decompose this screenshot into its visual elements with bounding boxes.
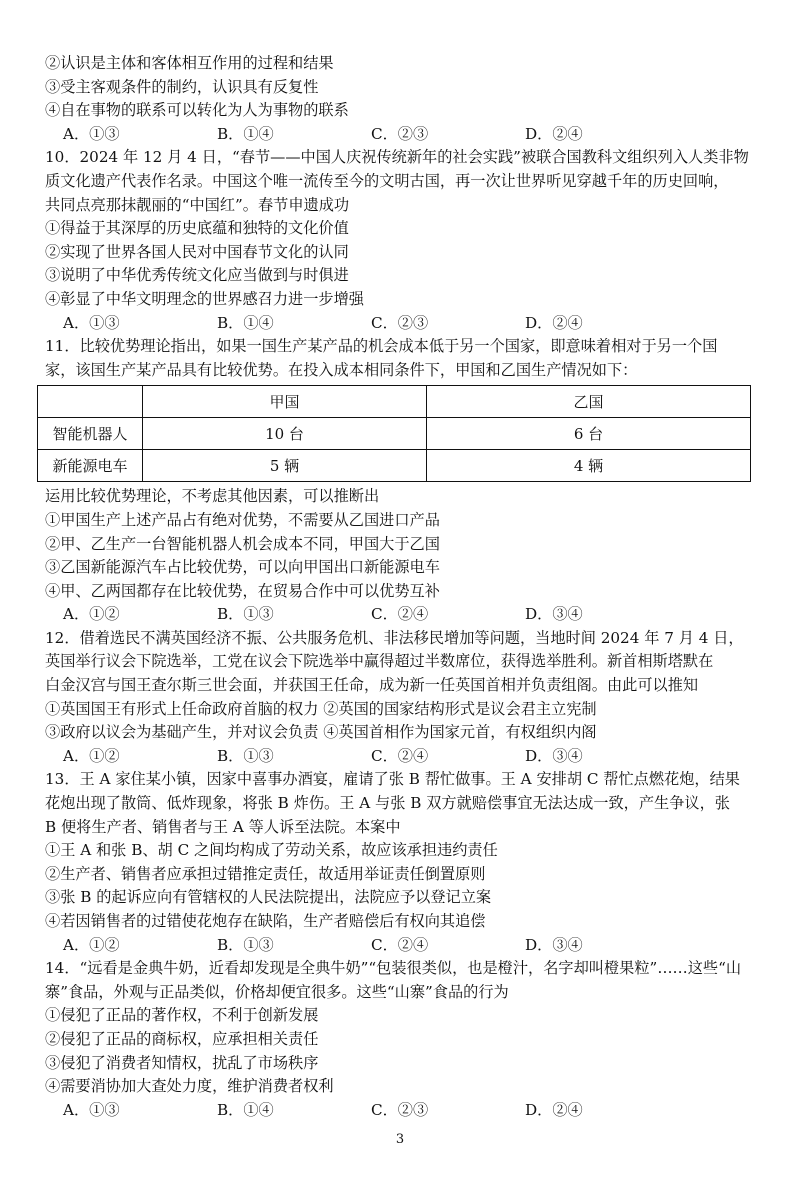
q10-item-4: ④彰显了中华文明理念的世界感召力进一步增强 xyxy=(45,289,364,308)
q9-option-d: D．②④ xyxy=(525,124,583,143)
question-14 xyxy=(45,957,757,1122)
question-9 xyxy=(45,52,757,146)
q10-stem-line-3: 共同点亮那抹靓丽的“中国红”。春节申遗成功 xyxy=(45,195,350,214)
q11-options xyxy=(45,603,757,627)
q10-options xyxy=(45,312,757,336)
q11-option-a: A．①② xyxy=(63,605,120,624)
table-header-cell: 甲国 xyxy=(143,386,427,418)
table-cell: 智能机器人 xyxy=(38,418,143,450)
q13-item-1: ①王 A 和张 B、胡 C 之间均构成了劳动关系，故应该承担违约责任 xyxy=(45,841,498,860)
q10-stem-line-2: 质文化遗产代表作名录。中国这个唯一流传至今的文明古国，再一次让世界听见穿越千年的历史回响， xyxy=(45,171,729,190)
question-12 xyxy=(45,627,757,769)
table-cell: 4 辆 xyxy=(427,450,751,482)
table-header-row xyxy=(38,386,751,418)
q14-option-c: C．②③ xyxy=(371,1100,429,1119)
q11-stem-line-1: 11．比较优势理论指出，如果一国生产某产品的机会成本低于另一个国家，即意味着相对于另一个国 xyxy=(45,337,718,356)
q10-item-2: ②实现了世界各国人民对中国春节文化的认同 xyxy=(45,242,349,261)
q9-options xyxy=(45,123,757,147)
q10-stem-line-1: 10．2024 年 12 月 4 日，“春节——中国人庆祝传统新年的社会实践”被联合国教科文组织列入人类非物 xyxy=(45,148,749,167)
q11-stem-line-2: 家，该国生产某产品具有比较优势。在投入成本相同条件下，甲国和乙国生产情况如下： xyxy=(45,360,638,379)
q9-option-a: A．①③ xyxy=(63,124,120,143)
q13-options xyxy=(45,934,757,958)
q13-stem-line-1: 13．王 A 家住某小镇，因家中喜事办酒宴，雇请了张 B 帮忙做事。王 A 安排胡 C 帮忙点燃花炮，结果 xyxy=(45,770,740,789)
q11-option-b: B．①③ xyxy=(217,605,274,624)
table-header-cell xyxy=(38,386,143,418)
q12-stem-line-3: 白金汉宫与国王查尔斯三世会面，并获国王任命，成为新一任英国首相并负责组阁。由此可以推知 xyxy=(45,676,699,695)
q13-option-b: B．①③ xyxy=(217,935,274,954)
q14-option-a: A．①③ xyxy=(63,1100,120,1119)
page-number: 3 xyxy=(395,1132,405,1147)
q14-item-4: ④需要消协加大查处力度，维护消费者权利 xyxy=(45,1077,334,1096)
q9-option-b: B．①④ xyxy=(217,124,274,143)
q11-item-2: ②甲、乙生产一台智能机器人机会成本不同，甲国大于乙国 xyxy=(45,534,440,553)
q10-item-3: ③说明了中华优秀传统文化应当做到与时俱进 xyxy=(45,266,349,285)
question-10 xyxy=(45,146,757,335)
q14-item-1: ①侵犯了正品的著作权，不利于创新发展 xyxy=(45,1006,319,1025)
q12-option-b: B．①③ xyxy=(217,746,274,765)
q14-option-b: B．①④ xyxy=(217,1100,274,1119)
table-cell: 5 辆 xyxy=(143,450,427,482)
q14-option-d: D．②④ xyxy=(525,1100,583,1119)
table-header-cell: 乙国 xyxy=(427,386,751,418)
q9-item-3: ③受主客观条件的制约，认识具有反复性 xyxy=(45,77,319,96)
table-cell: 6 台 xyxy=(427,418,751,450)
table-cell: 新能源电车 xyxy=(38,450,143,482)
q13-option-a: A．①② xyxy=(63,935,120,954)
q14-item-3: ③侵犯了消费者知情权，扰乱了市场秩序 xyxy=(45,1053,319,1072)
q10-option-b: B．①④ xyxy=(217,313,274,332)
q14-stem-line-2: 寨”食品，外观与正品类似，价格却便宜很多。这些“山寨”食品的行为 xyxy=(45,982,509,1001)
q13-option-d: D．③④ xyxy=(525,935,583,954)
q11-production-table xyxy=(37,385,751,482)
q14-stem-line-1: 14．“远看是金典牛奶，近看却发现是全典牛奶”“包装很类似，也是橙汁，名字却叫橙果粒”……这些“山 xyxy=(45,959,742,978)
q11-lead: 运用比较优势理论，不考虑其他因素，可以推断出 xyxy=(45,487,380,506)
q13-item-3: ③张 B 的起诉应向有管辖权的人民法院提出，法院应予以登记立案 xyxy=(45,888,492,907)
q10-option-d: D．②④ xyxy=(525,313,583,332)
q9-item-4: ④自在事物的联系可以转化为人为事物的联系 xyxy=(45,101,349,120)
q13-item-2: ②生产者、销售者应承担过错推定责任，故适用举证责任倒置原则 xyxy=(45,864,486,883)
q14-item-2: ②侵犯了正品的商标权，应承担相关责任 xyxy=(45,1029,319,1048)
q9-item-2: ②认识是主体和客体相互作用的过程和结果 xyxy=(45,54,334,72)
q10-item-1: ①得益于其深厚的历史底蕴和独特的文化价值 xyxy=(45,219,349,238)
q13-item-4: ④若因销售者的过错使花炮存在缺陷，生产者赔偿后有权向其追偿 xyxy=(45,912,486,930)
question-11 xyxy=(45,335,757,627)
q13-stem-line-2: 花炮出现了散筒、低炸现象，将张 B 炸伤。王 A 与张 B 双方就赔偿事宜无法达成一致，产生争议，张 xyxy=(45,794,730,813)
q11-item-1: ①甲国生产上述产品占有绝对优势，不需要从乙国进口产品 xyxy=(45,510,440,529)
q12-option-a: A．①② xyxy=(63,746,120,765)
q12-option-c: C．②④ xyxy=(371,746,429,765)
q12-stem-line-2: 英国举行议会下院选举，工党在议会下院选举中赢得超过半数席位，获得选举胜利。新首相斯塔默在 xyxy=(45,652,714,671)
table-row xyxy=(38,450,751,482)
table-row xyxy=(38,418,751,450)
q12-option-d: D．③④ xyxy=(525,746,583,765)
q12-items-row-1: ①英国国王有形式上任命政府首脑的权力 ②英国的国家结构形式是议会君主立宪制 xyxy=(45,699,597,718)
q14-options xyxy=(45,1099,757,1123)
question-13 xyxy=(45,768,757,957)
q12-options xyxy=(45,745,757,769)
q10-option-a: A．①③ xyxy=(63,313,120,332)
q12-items-row-2: ③政府以议会为基础产生，并对议会负责 ④英国首相作为国家元首，有权组织内阁 xyxy=(45,723,597,742)
q11-item-3: ③乙国新能源汽车占比较优势，可以向甲国出口新能源电车 xyxy=(45,558,440,577)
q11-option-d: D．③④ xyxy=(525,605,583,624)
q11-option-c: C．②④ xyxy=(371,605,429,624)
q13-option-c: C．②④ xyxy=(371,935,429,954)
q9-option-c: C．②③ xyxy=(371,124,429,143)
table-cell: 10 台 xyxy=(143,418,427,450)
exam-page xyxy=(45,52,757,1122)
q10-option-c: C．②③ xyxy=(371,313,429,332)
q12-stem-line-1: 12．借着选民不满英国经济不振、公共服务危机、非法移民增加等问题，当地时间 2024 年 7 月 4 日， xyxy=(45,628,744,647)
q13-stem-line-3: B 便将生产者、销售者与王 A 等人诉至法院。本案中 xyxy=(45,817,401,836)
q11-item-4: ④甲、乙两国都存在比较优势，在贸易合作中可以优势互补 xyxy=(45,581,440,600)
